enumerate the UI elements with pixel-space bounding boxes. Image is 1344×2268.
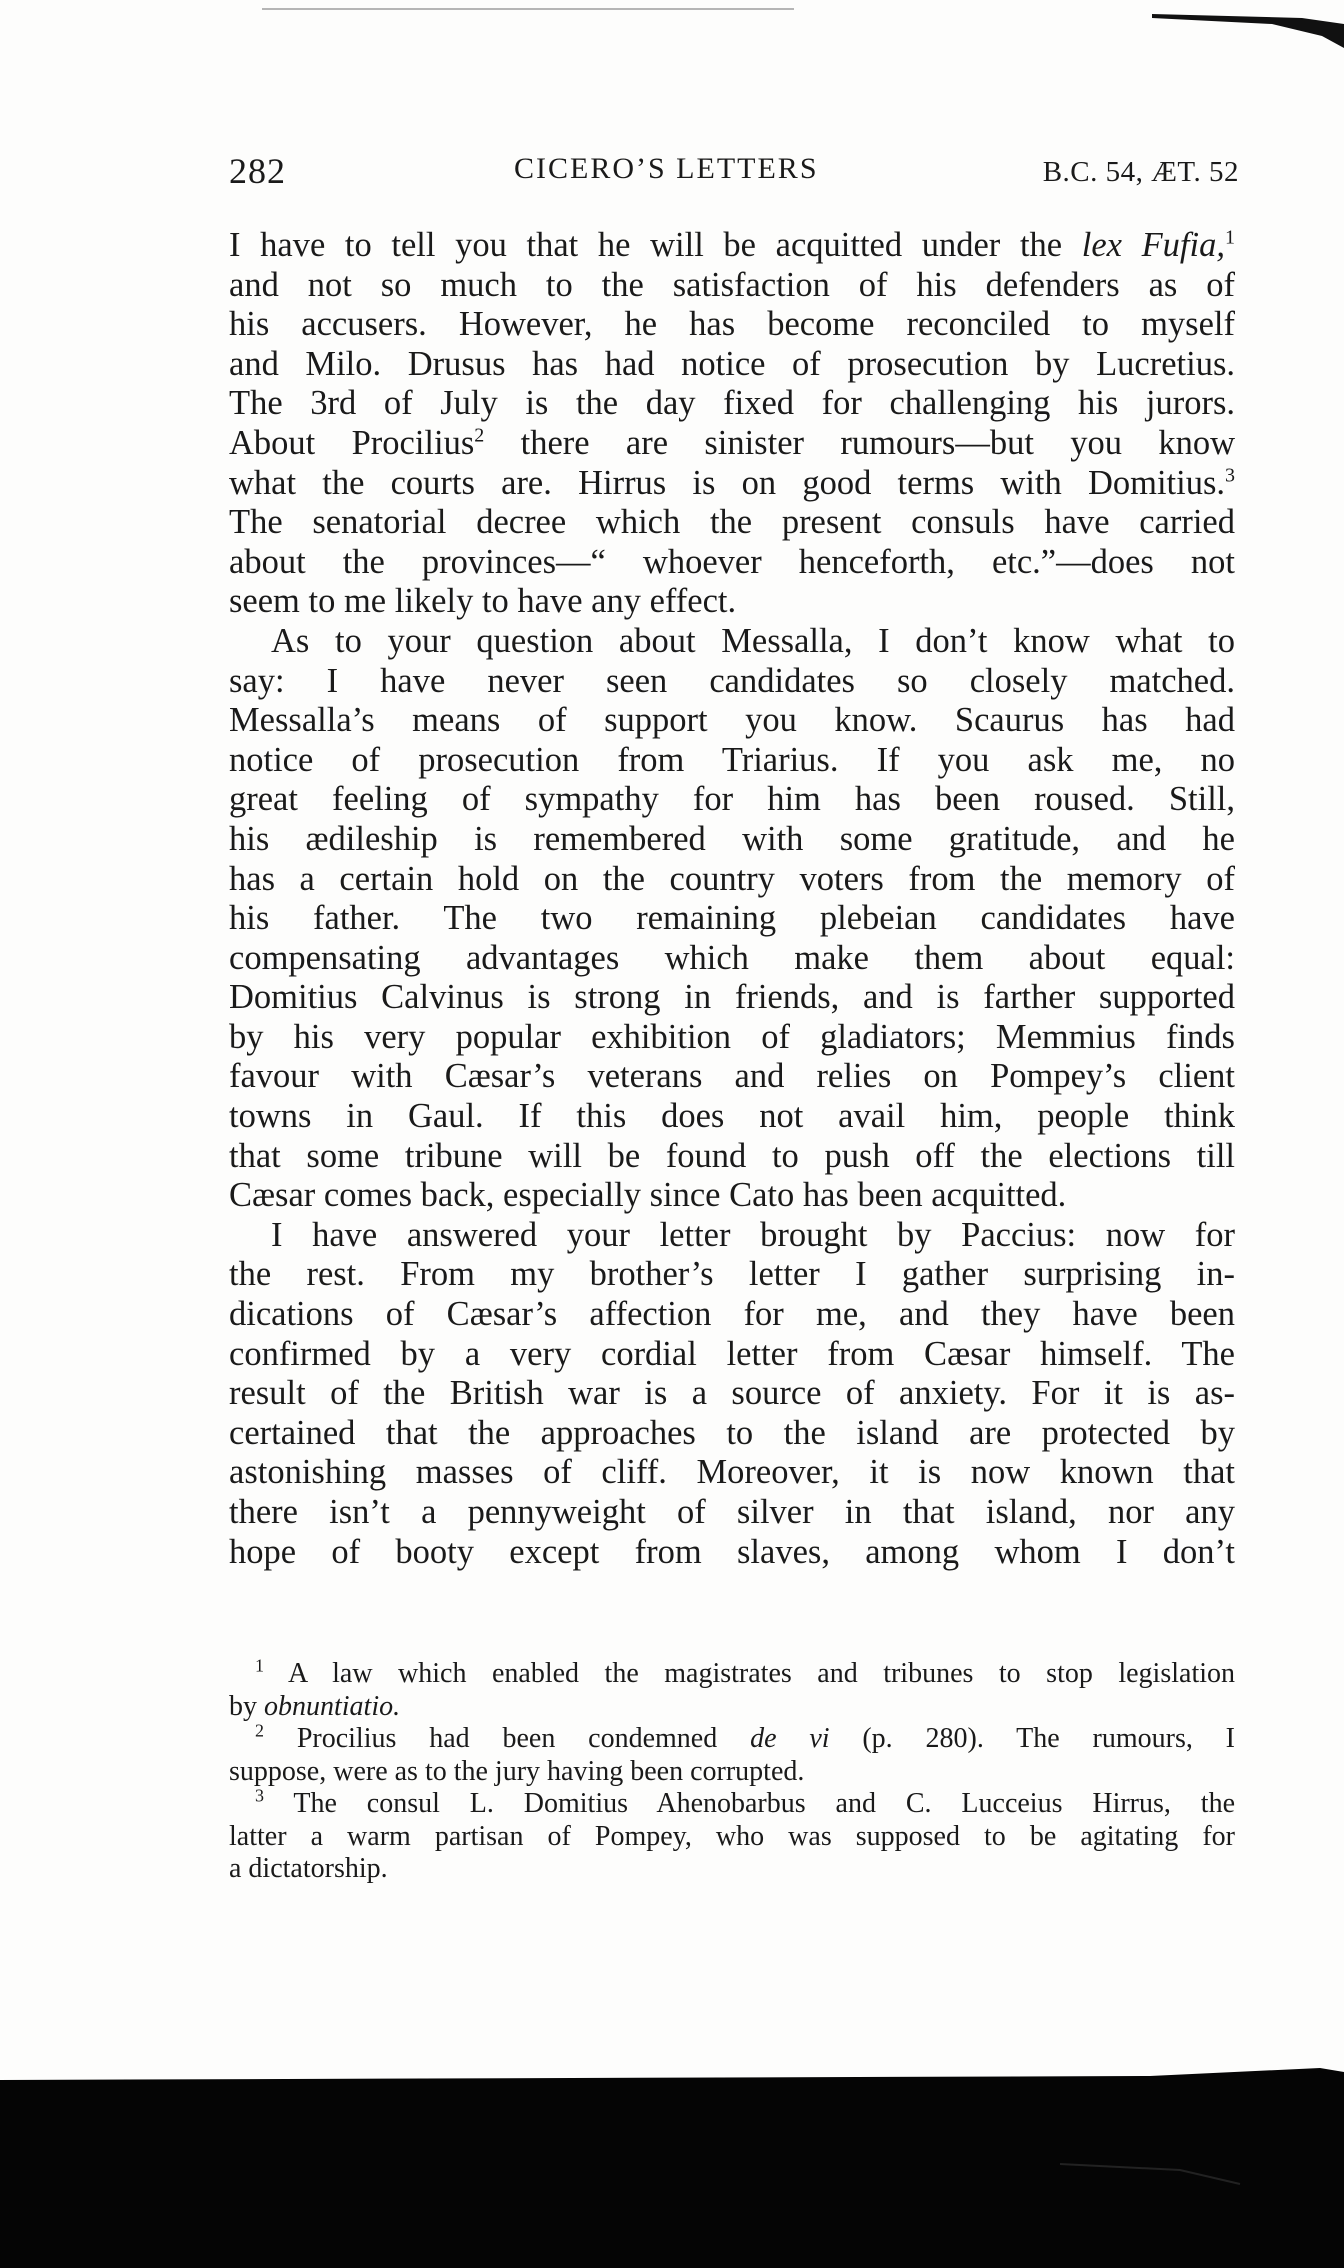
text-line: great feeling of sympathy for him has been roused. Still,	[229, 780, 1235, 819]
text-line: I have answered your letter brought by Paccius: now for	[271, 1215, 1235, 1254]
running-title: CICERO’S LETTERS	[514, 152, 819, 185]
text-line: Domitius Calvinus is strong in friends, and is farther supported	[229, 978, 1235, 1017]
footnote-line: suppose, were as to the jury having been corrupted.	[229, 1755, 805, 1787]
text-line: The senatorial decree which the present consuls have carried	[229, 503, 1235, 542]
text-line: Cæsar comes back, especially since Cato has been acquitted.	[229, 1176, 1067, 1215]
text-line: there isn’t a pennyweight of silver in that island, nor any	[229, 1493, 1235, 1531]
footnotes	[229, 1655, 1236, 1886]
text-line: confirmed by a very cordial letter from Cæsar himself. The	[229, 1334, 1235, 1373]
footnote-line: a dictatorship.	[229, 1853, 388, 1884]
text-line: dications of Cæsar’s affection for me, and they have been	[229, 1295, 1235, 1334]
paragraph-3	[229, 1216, 1235, 1572]
text-line: notice of prosecution from Triarius. If you ask me, no	[229, 740, 1235, 779]
footnote-line: latter a warm partisan of Pompey, who was supposed to be agitating for	[229, 1820, 1235, 1852]
text-line: Messalla’s means of support you know. Scaurus has had	[229, 701, 1235, 740]
text-line: about the provinces—“ whoever henceforth, etc.”—does not	[229, 542, 1235, 581]
paragraph-1	[229, 226, 1235, 622]
footnote-line: by obnuntiatio.	[229, 1690, 401, 1722]
body-text	[229, 226, 1235, 1572]
text-line: hope of booty except from slaves, among whom I don’t	[229, 1532, 1235, 1571]
text-line: favour with Cæsar’s veterans and relies on Pompey’s client	[229, 1057, 1235, 1096]
text-line: As to your question about Messalla, I don’t know what to	[271, 621, 1235, 660]
text-line: and Milo. Drusus has had notice of prosecution by Lucretius.	[229, 344, 1235, 383]
text-line: his ædileship is remembered with some gratitude, and he	[229, 819, 1235, 858]
scan-artifact-top-line	[262, 8, 794, 10]
text-line: and not so much to the satisfaction of his defenders as of	[229, 265, 1235, 304]
footnote-line: $^3$ The consul L. Domitius Ahenobarbus and C. Lucceius Hirrus, the	[255, 1785, 1235, 1819]
text-line: I have to tell you that he will be acquitted under the lex Fufia,$^1$	[229, 226, 1235, 264]
text-line: the rest. From my brother’s letter I gather surprising in-	[229, 1255, 1235, 1294]
text-line: seem to me likely to have any effect.	[229, 582, 737, 621]
text-line: astonishing masses of cliff. Moreover, it is now known that	[229, 1453, 1235, 1492]
paragraph-2	[229, 622, 1235, 1216]
text-line: his accusers. However, he has become reconciled to myself	[229, 305, 1235, 344]
footnote-line: $^2$ Procilius had been condemned de vi (p. 280). The rumours, I	[255, 1720, 1236, 1754]
text-line: his father. The two remaining plebeian candidates have	[229, 899, 1235, 938]
text-line: result of the British war is a source of anxiety. For it is as-	[229, 1374, 1235, 1413]
text-line: compensating advantages which make them about equal:	[229, 938, 1235, 977]
footnote-2	[229, 1720, 1236, 1788]
running-head	[229, 150, 1239, 200]
text-line: towns in Gaul. If this does not avail him, people think	[229, 1097, 1235, 1136]
text-line: has a certain hold on the country voters from the memory of	[229, 859, 1235, 898]
scan-artifact-bottom-band	[0, 2068, 1344, 2268]
footnote-1	[229, 1655, 1235, 1723]
text-line: by his very popular exhibition of gladiators; Memmius finds	[229, 1017, 1235, 1056]
footnote-3	[229, 1785, 1235, 1886]
text-line: About Procilius$^2$ there are sinister rumours—but you know	[229, 423, 1235, 462]
text-line: The 3rd of July is the day fixed for challenging his jurors.	[229, 384, 1235, 423]
text-line: what the courts are. Hirrus is on good terms with Domitius.$^3$	[229, 463, 1235, 502]
text-line: that some tribune will be found to push off the elections till	[229, 1136, 1235, 1175]
footnote-line: $^1$ A law which enabled the magistrates and tribunes to stop legislation	[255, 1655, 1235, 1689]
text-line: say: I have never seen candidates so closely matched.	[229, 661, 1235, 700]
page-number: 282	[229, 151, 286, 191]
running-date: B.C. 54, ÆT. 52	[1042, 156, 1239, 188]
scan-artifact-corner-mark	[1152, 10, 1344, 50]
text-line: certained that the approaches to the island are protected by	[229, 1413, 1235, 1452]
